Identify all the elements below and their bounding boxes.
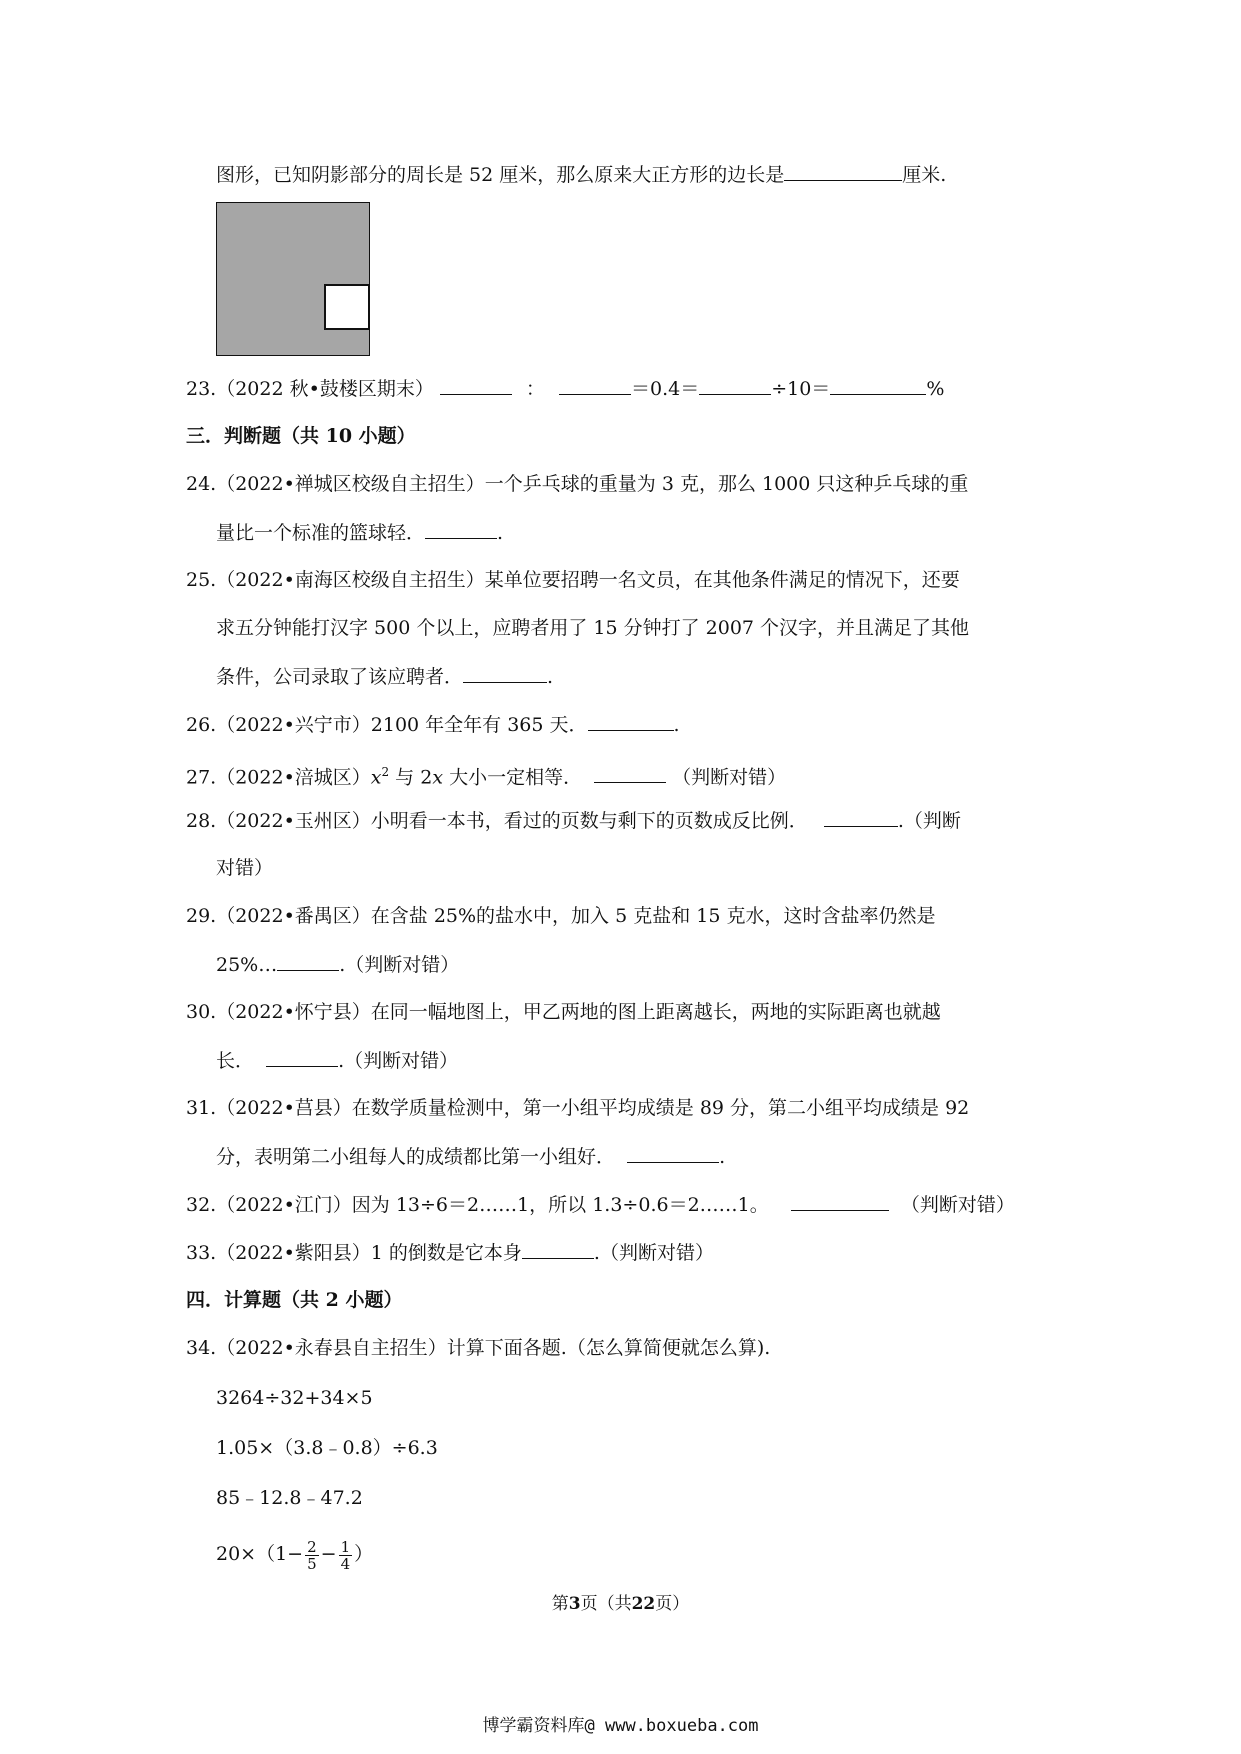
q23-text: 23.（2022 秋•鼓楼区期末） ： ＝0.4＝ ÷10＝ %	[186, 374, 944, 403]
q31-line1: 31.（2022•莒县）在数学质量检测中，第一小组平均成绩是 89 分，第二小组平均成绩是 92	[186, 1097, 970, 1119]
q32-text: 32.（2022•江门）因为 13÷6＝2……1，所以 1.3÷0.6＝2……1。 （判断对错）	[186, 1190, 1015, 1219]
q27-text: 27.（2022•涪城区）$x^2$ 与 2x 大小一定相等． （判断对错）	[186, 758, 786, 791]
q29-line1: 29.（2022•番禺区）在含盐 25%的盐水中，加入 5 克盐和 15 克水，这时含盐率仍然是	[186, 905, 936, 927]
q27-answer-blank[interactable]	[594, 762, 666, 783]
q25-line1: 25.（2022•南海区校级自主招生）某单位要招聘一名文员，在其他条件满足的情况下，还要	[186, 569, 960, 591]
q23-blank-3[interactable]	[699, 374, 771, 395]
q31-answer-blank[interactable]	[627, 1142, 719, 1163]
q28-answer-blank[interactable]	[824, 806, 898, 827]
q30-line1: 30.（2022•怀宁县）在同一幅地图上，甲乙两地的图上距离越长，两地的实际距离也就越	[186, 1001, 941, 1023]
q34-expr-1: 3264÷32+34×5	[216, 1387, 373, 1409]
q22-text: 图形，已知阴影部分的周长是 52 厘米，那么原来大正方形的边长是 厘米.	[216, 160, 946, 189]
q34-expr-3: 85﹣12.8﹣47.2	[216, 1487, 363, 1509]
q30-line2: 长． .（判断对错）	[216, 1046, 458, 1075]
q26-answer-blank[interactable]	[588, 710, 674, 731]
q24-line2: 量比一个标准的篮球轻． .	[216, 518, 503, 547]
q32-answer-blank[interactable]	[791, 1190, 889, 1211]
q25-answer-blank[interactable]	[463, 662, 547, 683]
q33-text: 33.（2022•紫阳县）1 的倒数是它本身 .（判断对错）	[186, 1238, 714, 1267]
q26-text: 26.（2022•兴宁市）2100 年全年有 365 天． .	[186, 710, 680, 739]
fraction-one-quarter: $\frac{1}{4}$	[340, 1537, 351, 1573]
q34-title: 34.（2022•永春县自主招生）计算下面各题.（怎么算简便就怎么算).	[186, 1337, 771, 1359]
q24-line1: 24.（2022•禅城区校级自主招生）一个乒乓球的重量为 3 克，那么 1000 只这种乒乓球的重	[186, 473, 969, 495]
q25-line2: 求五分钟能打汉字 500 个以上，应聘者用了 15 分钟打了 2007 个汉字，并且满足了其他	[216, 617, 970, 639]
watermark: 博学霸资料库@ www.boxueba.com	[482, 1716, 759, 1736]
q23-blank-2[interactable]	[559, 374, 631, 395]
shaded-square-figure	[216, 202, 370, 356]
page-footer: 第3页（共22页）	[551, 1594, 690, 1614]
q22-answer-blank[interactable]	[784, 160, 902, 181]
q24-answer-blank[interactable]	[425, 518, 497, 539]
q30-answer-blank[interactable]	[266, 1046, 338, 1067]
q33-answer-blank[interactable]	[522, 1238, 594, 1259]
q28-line1: 28.（2022•玉州区）小明看一本书，看过的页数与剩下的页数成反比例． .（判断	[186, 806, 961, 835]
q29-line2: 25%… .（判断对错）	[216, 950, 459, 979]
q29-answer-blank[interactable]	[277, 950, 339, 971]
cut-out-small-square	[324, 284, 370, 330]
section-3-heading: 三．判断题（共 10 小题）	[186, 425, 416, 447]
q31-line2: 分，表明第二小组每人的成绩都比第一小组好． .	[216, 1142, 725, 1171]
section-4-heading: 四．计算题（共 2 小题）	[186, 1289, 403, 1311]
q28-line2: 对错）	[216, 857, 274, 879]
q34-expr-4: 20×（1− $\frac{2}{5}$ − $\frac{1}{4}$ ）	[216, 1537, 374, 1573]
q23-blank-1[interactable]	[440, 374, 512, 395]
fraction-two-fifths: $\frac{2}{5}$	[307, 1537, 317, 1573]
q25-line3: 条件，公司录取了该应聘者． .	[216, 662, 553, 691]
q23-blank-4[interactable]	[830, 374, 926, 395]
q34-expr-2: 1.05×（3.8﹣0.8）÷6.3	[216, 1437, 438, 1459]
